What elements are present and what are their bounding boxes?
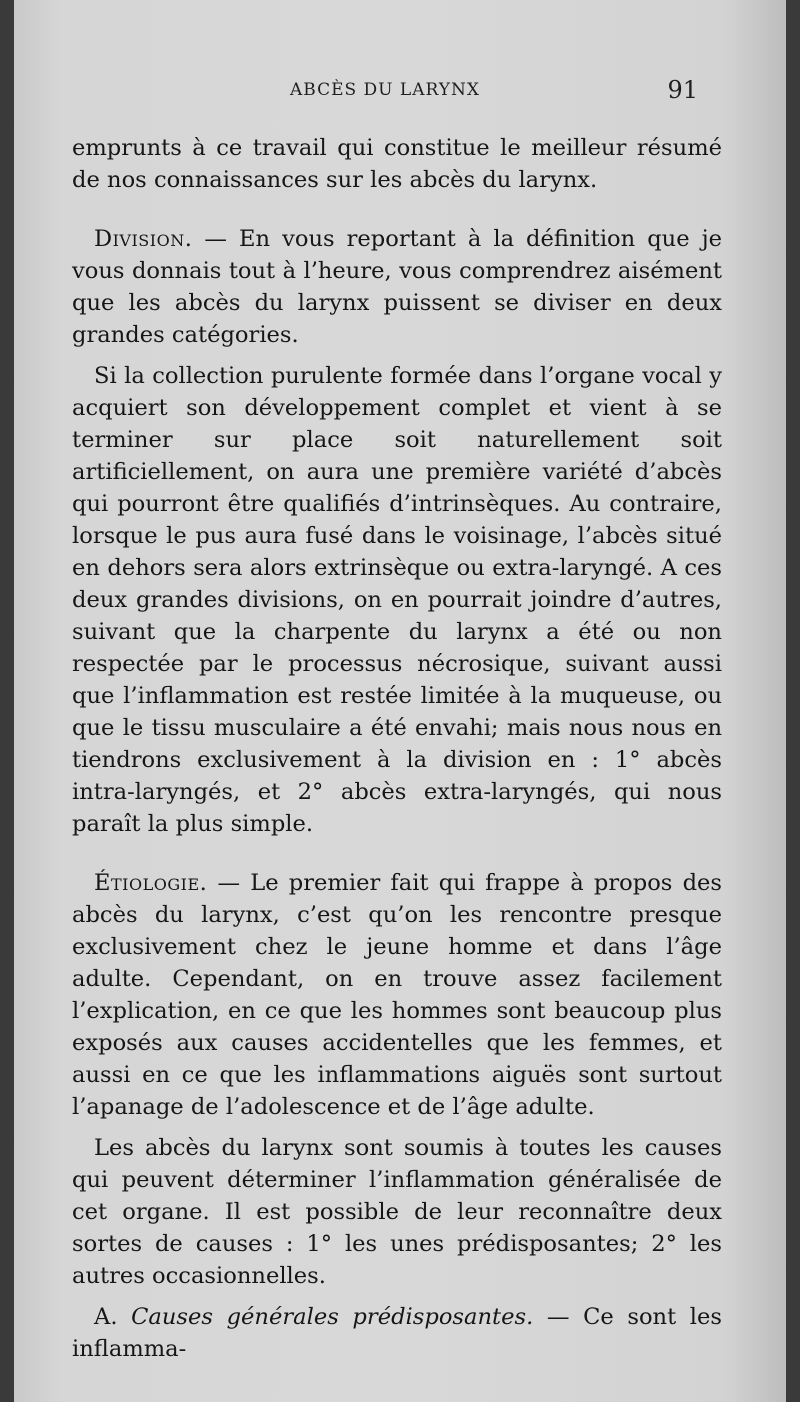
- paragraph-text: Les abcès du larynx sont soumis à toutes les causes qui peuvent déterminer l’inflammation généralisée de cet organe. Il est possible de leur reconnaître deux sortes de causes : 1° les unes prédisposantes; 2° les autres occasionnelles.: [72, 1135, 722, 1289]
- paragraph-intrinsic-extrinsic: [72, 360, 722, 840]
- paragraph-causes: [72, 1132, 722, 1292]
- paragraph-division: [72, 223, 722, 351]
- paragraph-continuation: [72, 132, 722, 196]
- paragraph-text: — Le premier fait qui frappe à propos des abcès du larynx, c’est qu’on les rencontre presque exclusivement chez le jeune homme et dans l’âge adulte. Cependant, on en trouve assez facilement l’explication, en ce que les hommes sont beaucoup plus exposés aux causes accidentelles que les femmes, et aussi en ce que les inflammations aiguës sont surtout l’apanage de l’adolescence et de l’âge adulte.: [72, 870, 722, 1120]
- subsection-letter: A.: [94, 1304, 118, 1330]
- page-number: 91: [667, 76, 698, 104]
- book-page: [14, 0, 786, 1402]
- paragraph-causes-generales: [72, 1301, 722, 1365]
- paragraph-text: Si la collection purulente formée dans l’organe vocal y acquiert son développement complet et vient à se terminer sur place soit naturellement soit artificiellement, on aura une première variété d’abcès qui pourront être qualifiés d’intrinsèques. Au contraire, lorsque le pus aura fusé dans le voisinage, l’abcès situé en dehors sera alors extrinsèque ou extra-laryngé. A ces deux grandes divisions, on en pourrait joindre d’autres, suivant que la charpente du larynx a été ou non respectée par le processus nécrosique, suivant aussi que l’inflammation est restée limitée à la muqueuse, ou que le tissu musculaire a été envahi; mais nous nous en tiendrons exclusivement à la division en : 1° abcès intra-laryngés, et 2° abcès extra-laryngés, qui nous paraît la plus simple.: [72, 363, 722, 837]
- running-title: ABCÈS DU LARYNX: [290, 80, 480, 100]
- subsection-title: Causes générales prédisposantes.: [117, 1304, 534, 1330]
- paragraph-text: — En vous reportant à la définition que je vous donnais tout à l’heure, vous comprendrez aisément que les abcès du larynx puissent se diviser en deux grandes catégories.: [72, 226, 722, 348]
- section-lead-etiologie: Étiologie.: [94, 870, 208, 896]
- paragraph-text: — Ce sont les inflamma-: [72, 1304, 722, 1362]
- body-text: [72, 132, 722, 1365]
- paragraph-text: emprunts à ce travail qui constitue le meilleur résumé de nos connaissances sur les abcès du larynx.: [72, 135, 722, 193]
- section-lead-division: Division.: [94, 226, 193, 252]
- page-header: [14, 76, 786, 110]
- paragraph-etiologie: [72, 867, 722, 1123]
